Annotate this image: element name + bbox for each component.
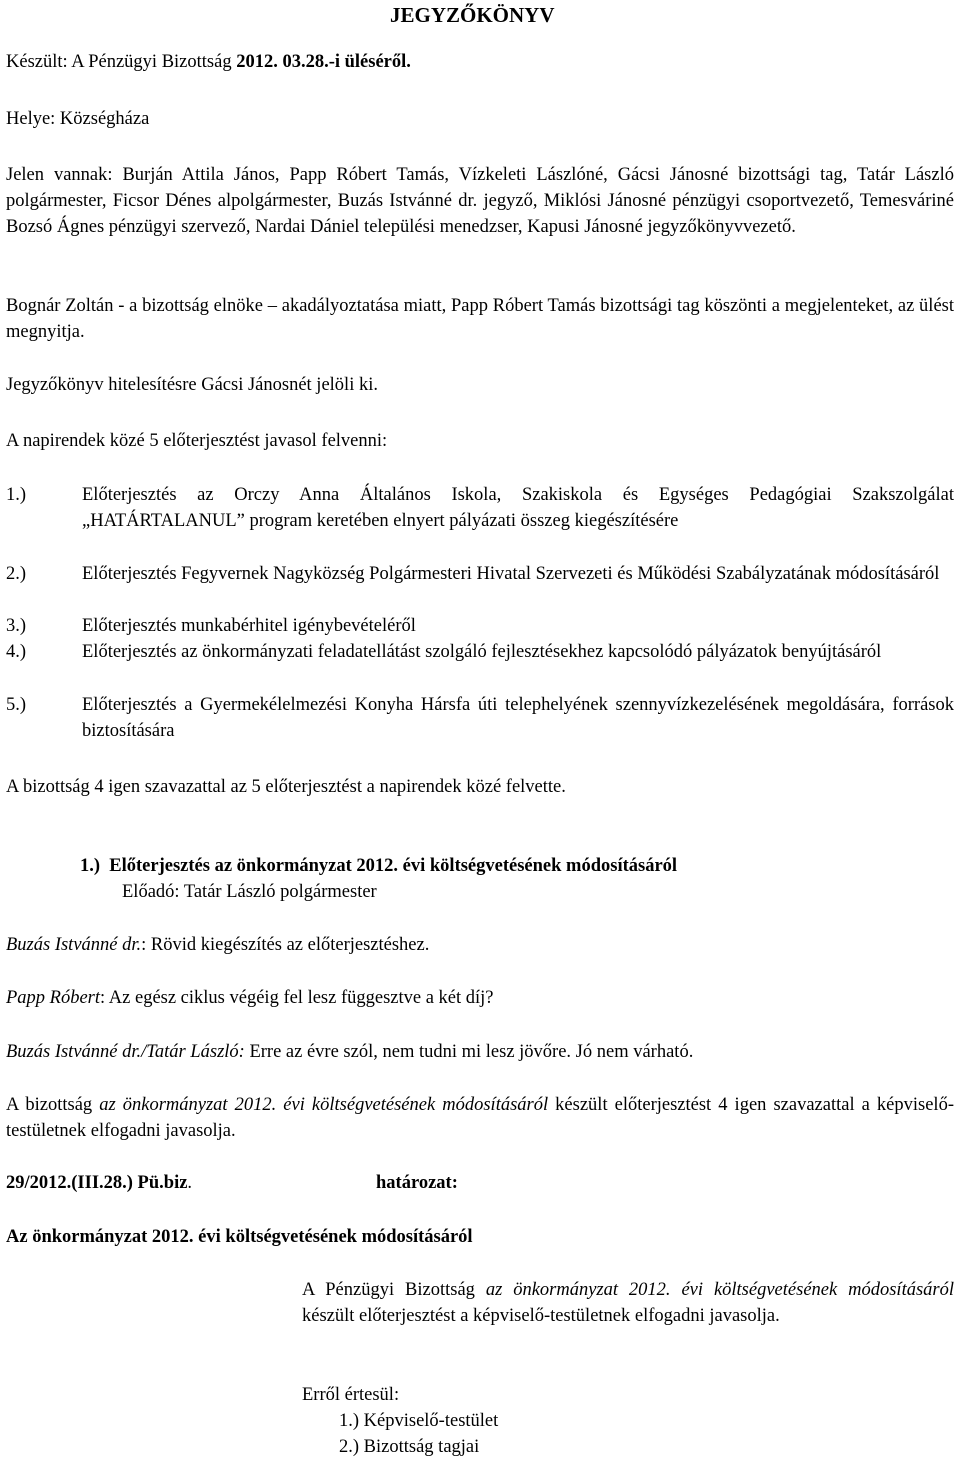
notify-item-number: 1.) xyxy=(339,1411,360,1431)
resolution-number-text: 29/2012.(III.28.) Pü.biz xyxy=(6,1173,188,1193)
agenda-item-text: Előterjesztés az Orczy Anna Általános Iskola, Szakiskola és Egységes Pedagógiai Szakszolgálat „HATÁRTALANUL” program keretében elnyert pályázati összeg kiegészítésére xyxy=(82,485,954,531)
dialogue-line xyxy=(6,1039,693,1065)
notify-item-number: 2.) xyxy=(339,1437,360,1457)
item-presenter: Előadó: Tatár László polgármester xyxy=(122,882,377,902)
document-title: JEGYZŐKÖNYV xyxy=(390,3,555,27)
dialogue-text: Rövid kiegészítés az előterjesztéshez. xyxy=(150,935,430,955)
speaker-separator: : xyxy=(141,935,151,955)
notify-item-text: Bizottság tagjai xyxy=(363,1437,480,1457)
speaker-separator: : xyxy=(100,988,109,1008)
recommendation-subject: az önkormányzat 2012. évi költségvetésének módosításáról xyxy=(99,1095,549,1115)
agenda-item-number: 1.) xyxy=(6,485,27,505)
item-title: Előterjesztés az önkormányzat 2012. évi költségvetésének módosításáról xyxy=(109,856,678,876)
notify-item-text: Képviselő-testület xyxy=(363,1411,499,1431)
resolution-body-post: készült előterjesztést a képviselő-testületnek elfogadni javasolja. xyxy=(302,1306,780,1326)
resolution-body xyxy=(302,1277,954,1329)
meeting-place: Helye: Községháza xyxy=(6,109,150,129)
speaker-name: Papp Róbert xyxy=(6,988,101,1008)
agenda-item-1 xyxy=(6,482,954,534)
meeting-date: 2012. 03.28.-i üléséről. xyxy=(236,52,411,72)
item-number: 1.) xyxy=(80,856,101,876)
recommendation-post: készült előterjesztést 4 igen szavazattal a képviselő-testületnek elfogadni javasolja. xyxy=(6,1095,954,1141)
speaker-name: Buzás Istvánné dr. xyxy=(6,935,142,955)
agenda-item-4 xyxy=(6,639,954,665)
recommendation-paragraph xyxy=(6,1092,954,1144)
verifier-paragraph: Jegyzőkönyv hitelesítésre Gácsi Jánosnét jelöli ki. xyxy=(6,375,378,395)
dialogue-line xyxy=(6,985,494,1011)
opening-paragraph: Bognár Zoltán - a bizottság elnöke – akadályoztatása miatt, Papp Róbert Tamás bizottsági tag köszönti a megjelenteket, az ülést megnyitja. xyxy=(6,296,954,342)
dialogue-text: Az egész ciklus végéig fel lesz függesztve a két díj? xyxy=(108,988,494,1008)
resolution-body-pre: A Pénzügyi Bizottság xyxy=(302,1280,486,1300)
resolution-number-dot: . xyxy=(187,1173,193,1193)
resolution-label: határozat: xyxy=(376,1173,458,1193)
notify-label: Erről értesül: xyxy=(302,1385,400,1405)
agenda-intro: A napirendek közé 5 előterjesztést javasol felvenni: xyxy=(6,431,388,451)
resolution-number xyxy=(6,1170,192,1196)
agenda-item-text: Előterjesztés az önkormányzati feladatellátást szolgáló fejlesztésekhez kapcsolódó pályázatok benyújtásáról xyxy=(82,642,882,662)
agenda-item-text: Előterjesztés Fegyvernek Nagyközség Polgármesteri Hivatal Szervezeti és Működési Szabályzatának módosításáról xyxy=(82,564,940,584)
notify-item-1 xyxy=(339,1408,498,1434)
agenda-item-5 xyxy=(6,692,954,744)
agenda-item-number: 3.) xyxy=(6,616,27,636)
dialogue-line xyxy=(6,932,429,958)
agenda-item-number: 5.) xyxy=(6,695,27,715)
item-heading xyxy=(80,853,677,879)
resolution-subject: Az önkormányzat 2012. évi költségvetésének módosításáról xyxy=(6,1227,473,1247)
recommendation-pre: A bizottság xyxy=(6,1095,100,1115)
meeting-label: Készült: A Pénzügyi Bizottság xyxy=(6,52,237,72)
agenda-item-number: 2.) xyxy=(6,564,27,584)
notify-item-2 xyxy=(339,1434,479,1460)
dialogue-text: Erre az évre szól, nem tudni mi lesz jövőre. Jó nem várható. xyxy=(249,1042,694,1062)
speaker-name: Buzás Istvánné dr./Tatár László: xyxy=(6,1042,245,1062)
meeting-line xyxy=(6,49,411,75)
agenda-item-text: Előterjesztés munkabérhitel igénybevételéről xyxy=(82,616,416,636)
agenda-vote: A bizottság 4 igen szavazattal az 5 előterjesztést a napirendek közé felvette. xyxy=(6,777,566,797)
resolution-body-subject: az önkormányzat 2012. évi költségvetésének módosításáról xyxy=(485,1280,954,1300)
agenda-item-text: Előterjesztés a Gyermekélelmezési Konyha Hársfa úti telephelyének szennyvízkezelésének megoldására, források biztosítására xyxy=(82,695,954,741)
agenda-item-3 xyxy=(6,613,954,639)
agenda-item-number: 4.) xyxy=(6,642,27,662)
agenda-item-2 xyxy=(6,561,954,587)
attendees-paragraph: Jelen vannak: Burján Attila János, Papp Róbert Tamás, Vízkeleti Lászlóné, Gácsi Jánosné bizottsági tag, Tatár László polgármester, Ficsor Dénes alpolgármester, Buzás Istvánné dr. jegyző, Miklósi Jánosné pénzügyi csoportvezető, Temesváriné Bozsó Ágnes pénzügyi szervező, Nardai Dániel települési menedzser, Kapusi Jánosné jegyzőkönyvvezető. xyxy=(6,165,954,237)
